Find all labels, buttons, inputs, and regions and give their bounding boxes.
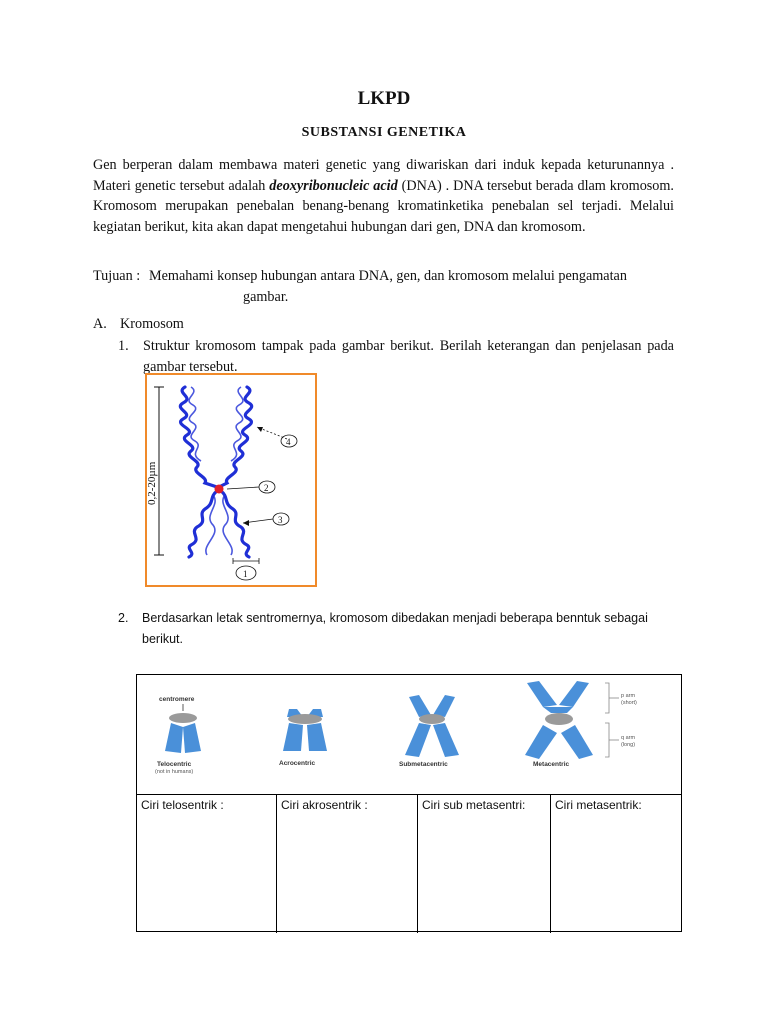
type-label-acrocentric: Acrocentric: [279, 760, 316, 767]
intro-text-2: (DNA) . DNA tersebut berada dlam kromosom. Kromosom merupakan penebalan benang-benang kromatinketika penebalan sel terjadi. Melalui kegiatan berikut, kita akan dapat mengetahui hubungan dari gen, DNA dan kromosom.: [93, 177, 674, 235]
chromosome-types-table: [136, 674, 682, 932]
tujuan-text: [149, 266, 674, 307]
chromosome-types-drawing: [137, 675, 681, 794]
centromere-label: centromere: [159, 696, 195, 703]
intro-paragraph: [93, 155, 674, 237]
page-subtitle: SUBSTANSI GENETIKA: [301, 125, 467, 140]
intro-text-1: Gen berperan dalam membawa materi genetic yang diwariskan dari induk kepada keturunannya . Materi genetic tersebut adalah: [93, 157, 674, 194]
q-arm-label: q arm: [621, 735, 636, 741]
telocentric-chromosome: [155, 696, 201, 775]
acrocentric-chromosome: [279, 709, 327, 767]
page-title: LKPD: [357, 88, 411, 109]
item-2-number: 2.: [118, 611, 129, 625]
callout-3: 3: [278, 515, 283, 525]
cell-metasentrik[interactable]: Ciri metasentrik:: [555, 798, 642, 812]
item-2-text: Berdasarkan letak sentromernya, kromosom dibedakan menjadi beberapa benntuk sebagai berikut.: [142, 611, 648, 646]
centromere-dot: [215, 485, 224, 494]
chromosome-arm-upper-left: [180, 387, 217, 487]
chromosome-arm-upper-right: [219, 387, 252, 487]
section-a-label: Kromosom: [120, 316, 184, 332]
item-1-number: 1.: [118, 338, 129, 354]
cell-akrosentrik[interactable]: Ciri akrosentrik :: [277, 795, 418, 933]
tujuan-label: Tujuan :: [93, 268, 141, 284]
callout-1: 1: [243, 569, 248, 579]
cell-telosentrik[interactable]: Ciri telosentrik :: [137, 795, 277, 933]
cell-sub-metasentri[interactable]: Ciri sub metasentri:: [418, 795, 551, 933]
chromosome-types-figure: [137, 675, 681, 794]
type-label-metacentric: Metacentric: [533, 761, 570, 768]
type-label-telocentric: Telocentric: [157, 761, 192, 768]
chromosome-structure-drawing: [147, 375, 315, 585]
p-arm-note: (short): [621, 700, 637, 706]
telocentric-note: (not in humans): [155, 769, 194, 775]
section-a-number: A.: [93, 316, 107, 332]
callout-4: 4: [286, 437, 291, 447]
chromosome-structure-figure: [145, 373, 317, 587]
scale-label: 0,2-20µm: [147, 461, 158, 505]
type-label-submetacentric: Submetacentric: [399, 761, 448, 768]
q-arm-note: (long): [621, 742, 636, 748]
tujuan-line-2: gambar.: [243, 288, 289, 305]
intro-term: deoxyribonucleic acid: [269, 177, 398, 194]
metacentric-chromosome: [525, 681, 637, 768]
item-1-text: Struktur kromosom tampak pada gambar berikut. Berilah keterangan dan penjelasan pada gambar tersebut.: [143, 338, 674, 375]
answer-cells-row: [137, 794, 681, 933]
tujuan-line-1: Memahami konsep hubungan antara DNA, gen, dan kromosom melalui pengamatan: [149, 268, 627, 284]
submetacentric-chromosome: [399, 695, 459, 768]
p-arm-label: p arm: [621, 693, 636, 699]
callout-2: 2: [264, 483, 269, 493]
